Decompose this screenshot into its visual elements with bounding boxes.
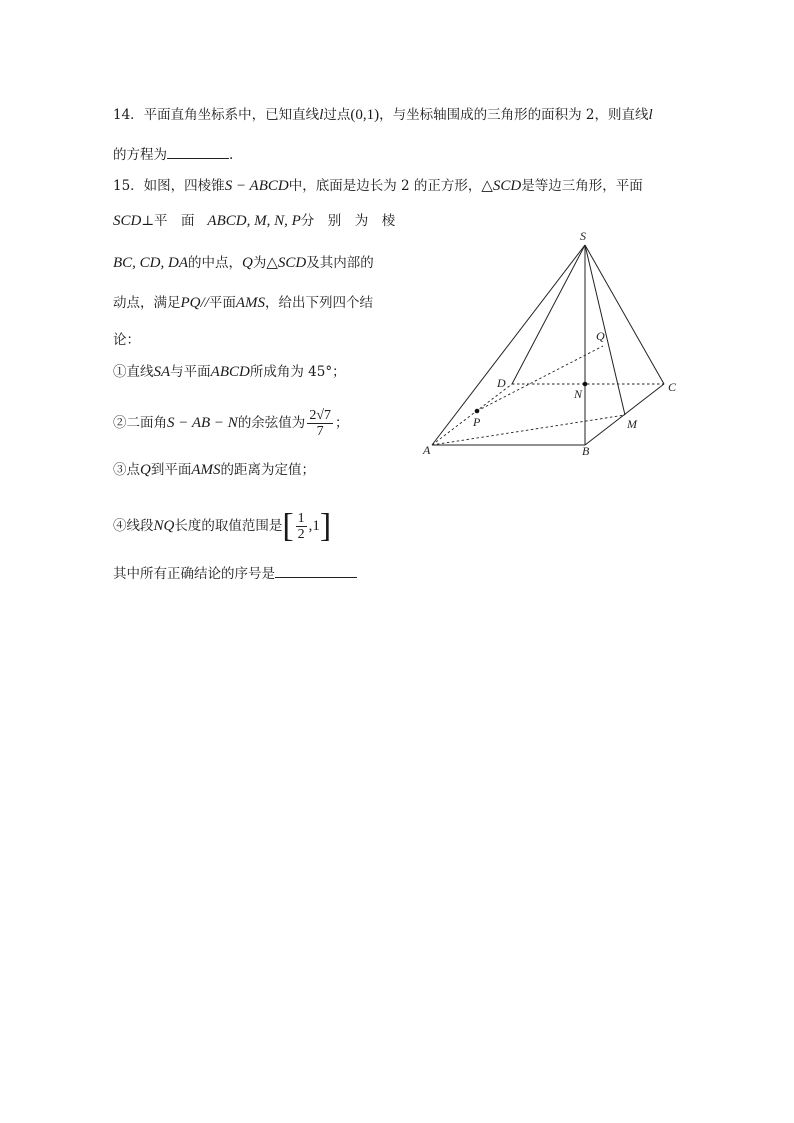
label-c: C: [668, 380, 677, 394]
plane-ams: AMS: [191, 462, 221, 478]
label-p: P: [473, 415, 481, 429]
q14-text: .: [229, 147, 234, 163]
pyramid-name: S − ABCD: [224, 178, 289, 194]
edge-sc: [585, 245, 664, 384]
point-0-1: (0,1): [350, 107, 380, 123]
pq-parallel: PQ//: [180, 295, 209, 311]
label-q: Q: [596, 329, 605, 343]
q14-text: 过点: [323, 107, 351, 123]
label-b: B: [582, 444, 590, 458]
points-list: ABCD, M, N, P: [207, 213, 301, 229]
q15-text: 的距离为定值；: [220, 462, 316, 478]
q15-text: 分 别 为 棱: [300, 213, 396, 229]
q15-text: ⊥平 面: [141, 213, 195, 229]
q15-text: ，给出下列四个结: [265, 295, 374, 311]
fraction-numerator: 1: [297, 511, 305, 526]
edge-bc: [585, 384, 664, 445]
q15-text: ①直线: [113, 364, 154, 380]
q15-text: 其中所有正确结论的序号是: [113, 566, 275, 582]
q15-text: 中，底面是边长为 2 的正方形，: [288, 178, 482, 194]
var-q: Q: [242, 255, 253, 271]
segment-am: [432, 415, 625, 445]
point-p-dot: [475, 409, 480, 414]
q14-text: 14．平面直角坐标系中，已知直线: [113, 107, 320, 123]
edge-sm: [585, 245, 625, 415]
q15-text: 是等边三角形，平面: [521, 178, 643, 194]
line-sa: SA: [153, 364, 171, 380]
var-l: l: [648, 107, 653, 123]
triangle-scd: △SCD: [481, 178, 522, 194]
point-n-dot: [583, 382, 588, 387]
q15-text: 与平面: [170, 364, 211, 380]
plane-ams: AMS: [235, 295, 266, 311]
fraction-denominator: 7: [316, 424, 324, 439]
label-d: D: [497, 376, 506, 390]
q15-text: ④线段: [113, 518, 154, 534]
q15-text: 平面: [208, 295, 236, 311]
q15-text: 为: [252, 255, 267, 271]
q15-text: 所成角为 45°；: [249, 364, 346, 380]
label-n: N: [574, 387, 583, 401]
fraction-numerator: 2√7: [309, 408, 331, 423]
q15-text: ②二面角: [113, 415, 167, 431]
right-bracket: ]: [319, 507, 332, 545]
edge-sd: [512, 245, 585, 384]
q15-text: 到平面: [150, 462, 192, 478]
q15-text: 的余弦值为: [237, 415, 306, 431]
segment-pq: [477, 346, 603, 411]
plane-scd: SCD: [113, 213, 142, 229]
segment-nq: NQ: [153, 518, 175, 534]
dihedral-angle: S − AB − N: [167, 415, 238, 431]
q15-line-5: 论：: [113, 332, 140, 348]
q15-text: 的中点，: [188, 255, 242, 271]
label-a: A: [423, 443, 431, 457]
q15-text: 及其内部的: [306, 255, 374, 271]
fraction-denominator: 2: [297, 527, 305, 542]
q15-text: 15．如图，四棱锥: [113, 178, 225, 194]
var-q: Q: [140, 462, 151, 478]
q15-text: ③点: [113, 462, 140, 478]
interval-upper: ,1: [308, 518, 320, 534]
q15-text: 动点，满足: [113, 295, 181, 311]
plane-abcd: ABCD: [210, 364, 250, 380]
label-m: M: [627, 417, 637, 431]
triangle-scd: △SCD: [266, 255, 307, 271]
q15-text: 长度的取值范围是: [174, 518, 283, 534]
edge-sa: [432, 245, 585, 445]
label-s: S: [580, 229, 586, 243]
q15-text: ；: [335, 415, 349, 431]
q14-text: ，与坐标轴围成的三角形的面积为 2，则直线: [379, 107, 649, 123]
q14-text: 的方程为: [113, 147, 167, 163]
var-l: l: [319, 107, 324, 123]
left-bracket: [: [282, 507, 294, 545]
edges-list: BC, CD, DA: [113, 255, 188, 271]
